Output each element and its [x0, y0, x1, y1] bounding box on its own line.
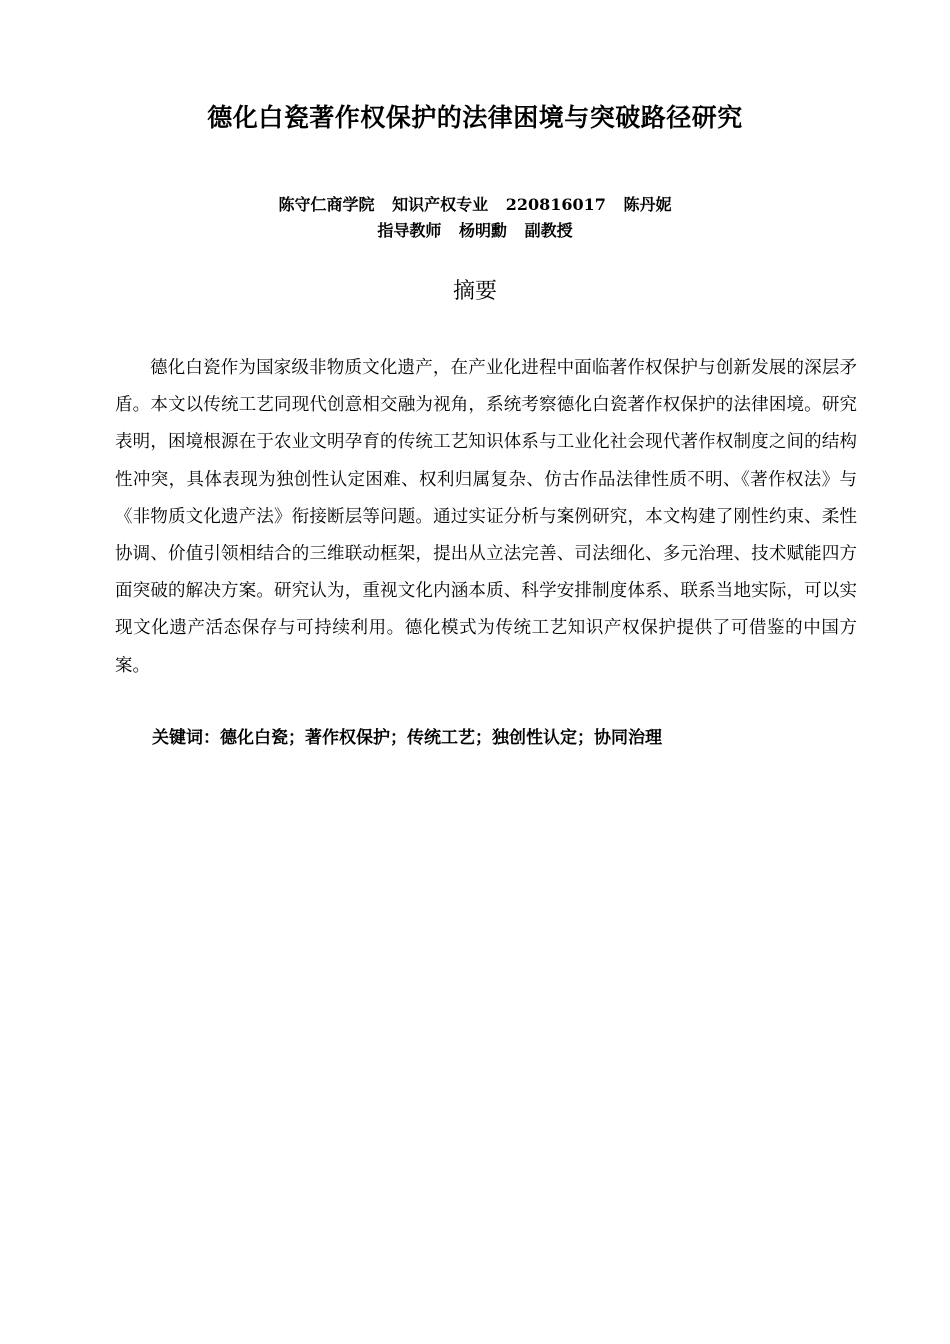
abstract-heading: 摘要: [452, 279, 497, 304]
paper-title: 德化白瓷著作权保护的法律困境与突破路径研究: [207, 103, 743, 132]
advisor-label: 指导教师: [377, 221, 442, 240]
author-name: 陈丹妮: [623, 195, 672, 214]
author-info: [0, 192, 950, 244]
keywords-line: 关键词：德化白瓷；著作权保护；传统工艺；独创性认定；协同治理: [152, 728, 662, 748]
advisor-name: 杨明勳: [458, 221, 507, 240]
author-student-id: 220816017: [505, 195, 606, 214]
author-line: [0, 192, 950, 218]
author-school: 陈守仁商学院: [278, 195, 375, 214]
advisor-line: [0, 218, 950, 244]
advisor-title: 副教授: [524, 221, 573, 240]
author-major: 知识产权专业: [392, 195, 489, 214]
abstract-body: 德化白瓷作为国家级非物质文化遗产，在产业化进程中面临著作权保护与创新发展的深层矛盾。本文以传统工艺同现代创意相交融为视角，系统考察德化白瓷著作权保护的法律困境。研究表明，困境根源在于农业文明孕育的传统工艺知识体系与工业化社会现代著作权制度之间的结构性冲突，具体表现为独创性认定困难、权利归属复杂、仿古作品法律性质不明、《著作权法》与《非物质文化遗产法》衔接断层等问题。通过实证分析与案例研究，本文构建了刚性约束、柔性协调、价值引领相结合的三维联动框架，提出从立法完善、司法细化、多元治理、技术赋能四方面突破的解决方案。研究认为，重视文化内涵本质、科学安排制度体系、联系当地实际，可以实现文化遗产活态保存与可持续利用。德化模式为传统工艺知识产权保护提供了可借鉴的中国方案。: [115, 358, 857, 676]
